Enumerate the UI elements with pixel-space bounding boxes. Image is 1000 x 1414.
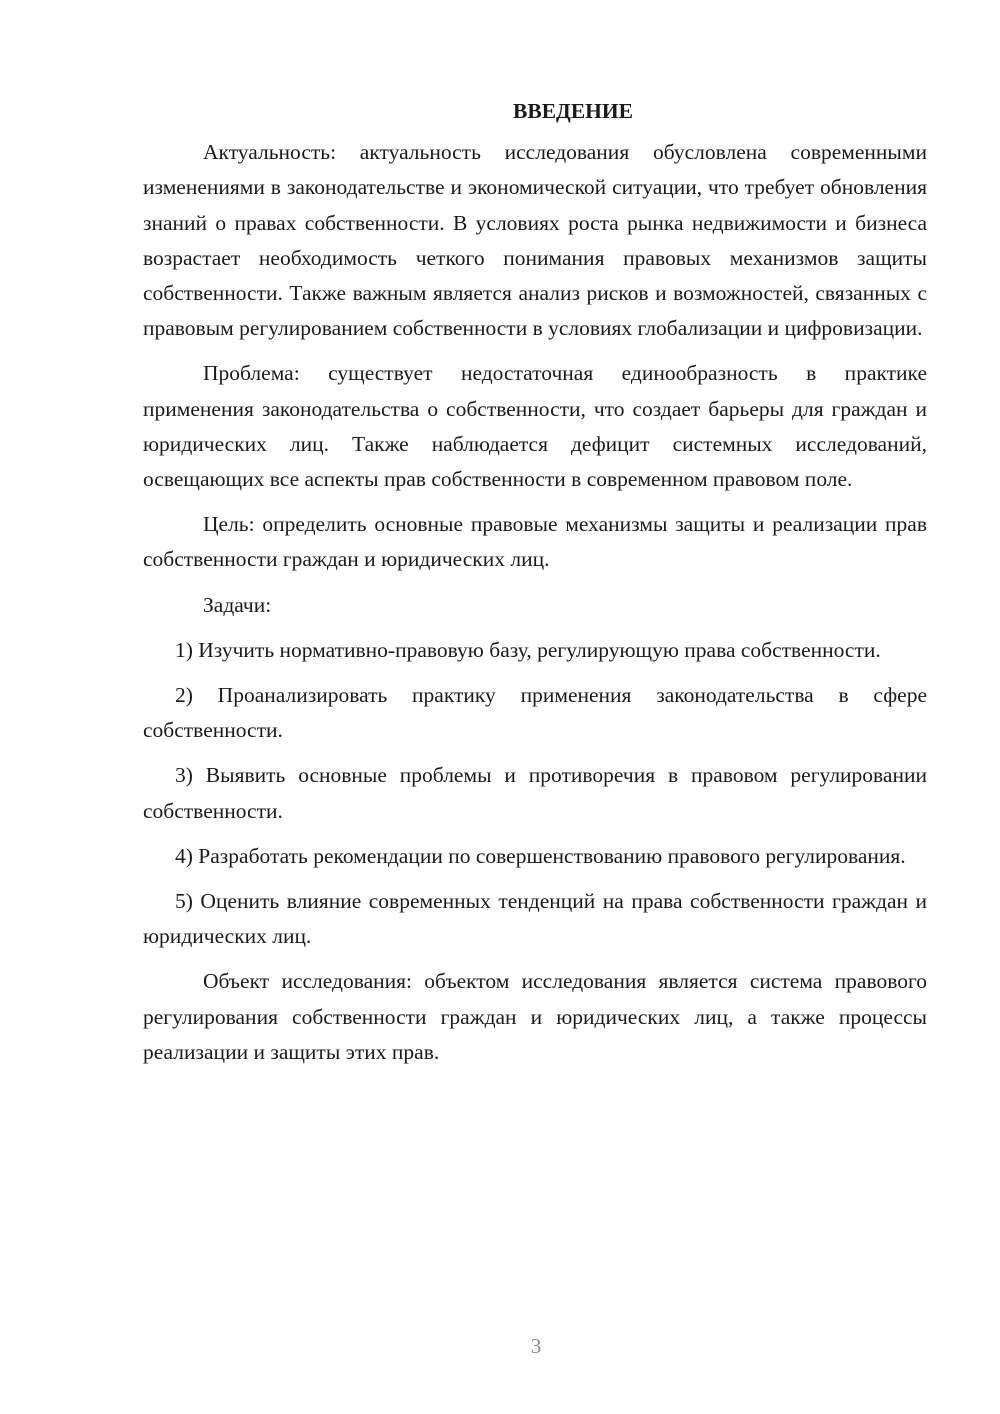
page-content	[143, 94, 927, 1080]
task-item-5: 5) Оценить влияние современных тенденций на права собственности граждан и юридических лиц.	[143, 889, 927, 949]
task-item-1: 1) Изучить нормативно-правовую базу, регулирующую права собственности.	[175, 637, 881, 662]
tasks-heading: Задачи:	[203, 592, 272, 617]
relevance-paragraph: Актуальность: актуальность исследования обусловлена современными изменениями в законодательстве и экономической ситуации, что требует обновления знаний о правах собственности. В условиях роста рынка недвижимости и бизнеса возрастает необходимость четкого понимания правовых механизмов защиты собственности. Также важным является анализ рисков и возможностей, связанных с правовым регулированием собственности в условиях глобализации и цифровизации.	[143, 140, 927, 341]
page-title: ВВЕДЕНИЕ	[513, 99, 633, 123]
task-item-4: 4) Разработать рекомендации по совершенствованию правового регулирования.	[175, 843, 906, 868]
problem-paragraph: Проблема: существует недостаточная единообразность в практике применения законодательства о собственности, что создает барьеры для граждан и юридических лиц. Также наблюдается дефицит системных исследований, освещающих все аспекты прав собственности в современном правовом поле.	[143, 361, 927, 492]
goal-paragraph: Цель: определить основные правовые механизмы защиты и реализации прав собственности граждан и юридических лиц.	[143, 512, 927, 572]
object-paragraph: Объект исследования: объектом исследования является система правового регулирования собственности граждан и юридических лиц, а также процессы реализации и защиты этих прав.	[143, 969, 927, 1064]
task-item-2: 2) Проанализировать практику применения законодательства в сфере собственности.	[143, 683, 927, 743]
task-item-3: 3) Выявить основные проблемы и противоречия в правовом регулировании собственности.	[143, 763, 927, 823]
page-number: 3	[530, 1334, 542, 1358]
